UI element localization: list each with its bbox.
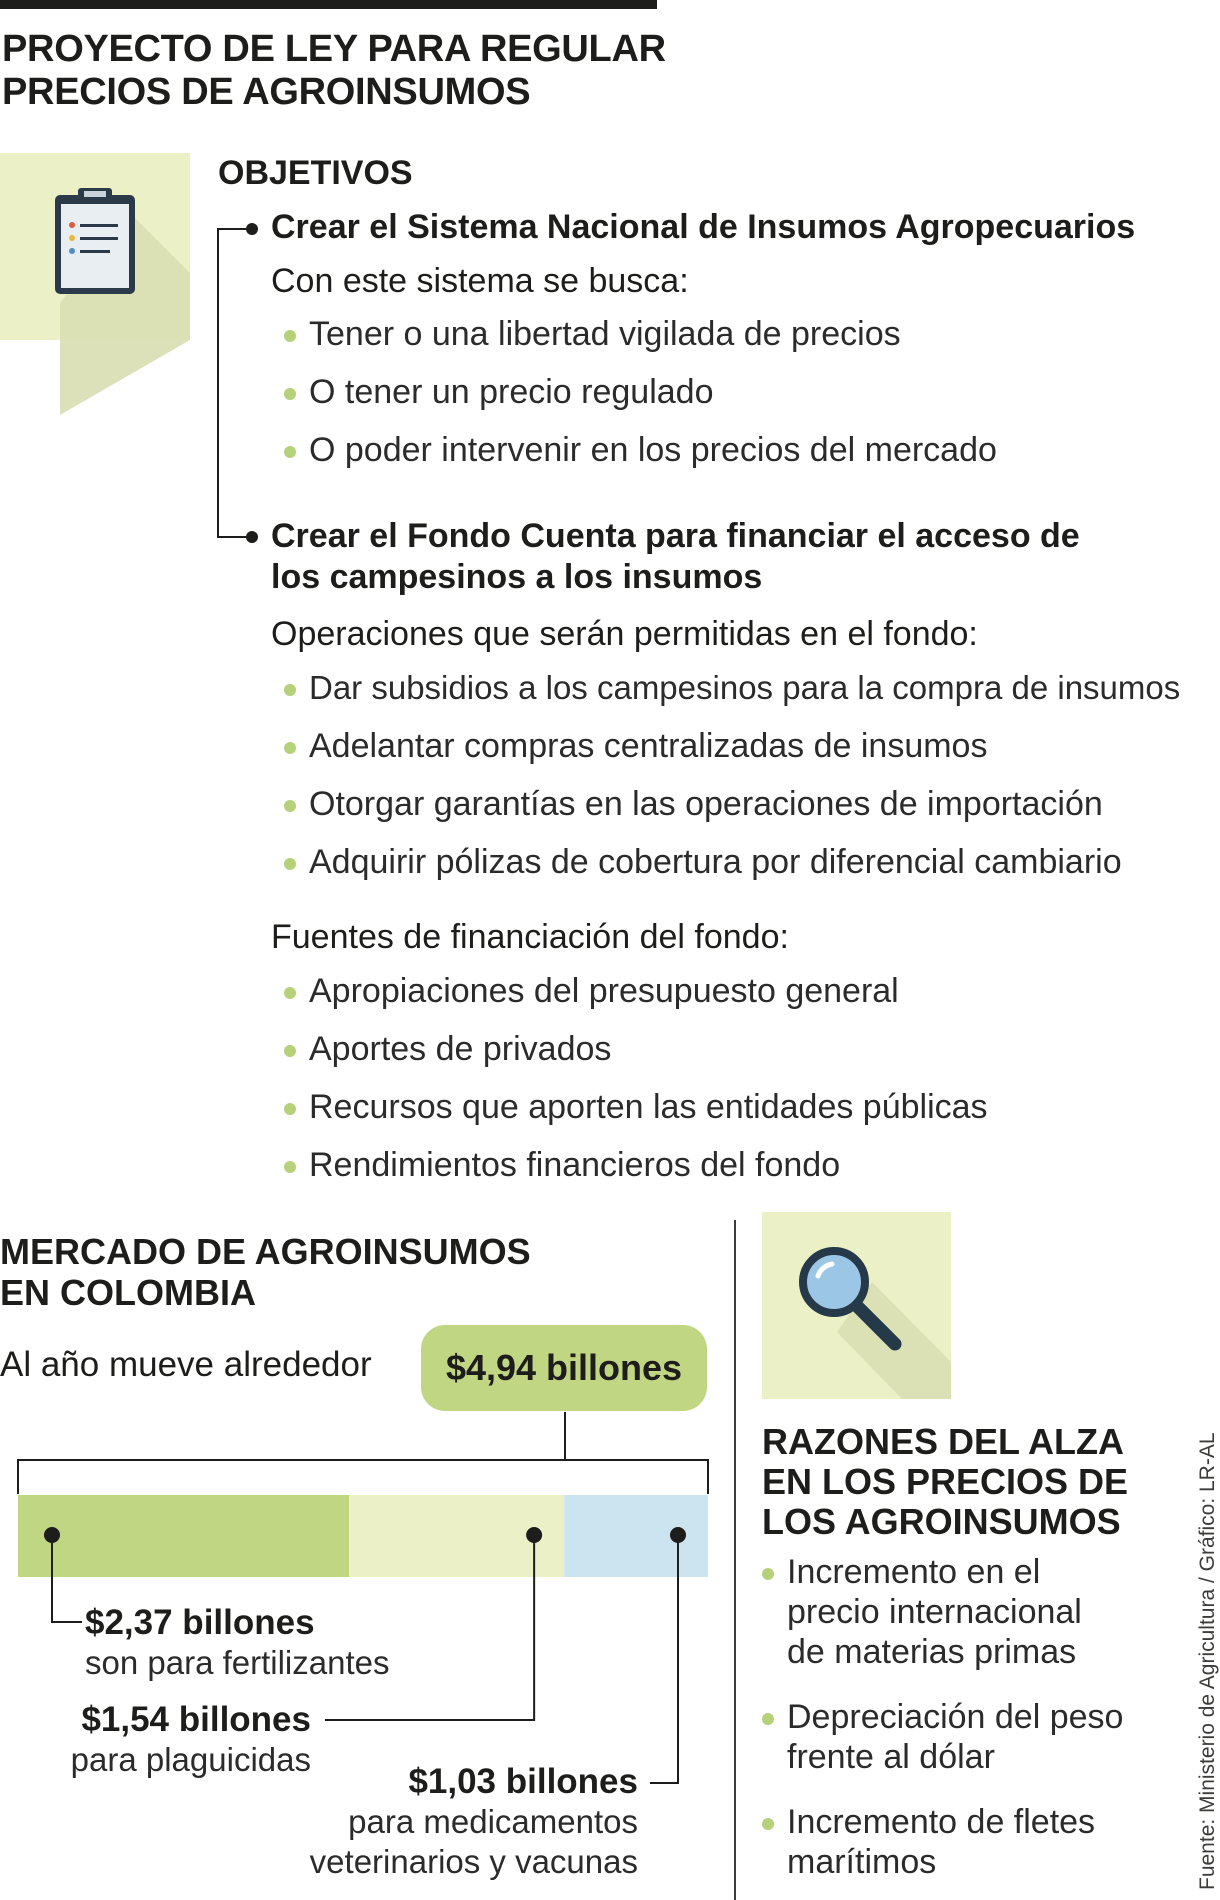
list-item: Otorgar garantías en las operaciones de importación — [284, 784, 1103, 824]
market-intro: Al año mueve alrededor — [0, 1345, 372, 1384]
operations-heading: Operaciones que serán permitidas en el fondo: — [271, 615, 978, 653]
bar-marker — [526, 1527, 542, 1543]
source-credit: Fuente: Ministerio de Agricultura / Gráfico: LR-AL — [1196, 1432, 1219, 1890]
objective-2-title-line2: los campesinos a los insumos — [271, 558, 763, 596]
bar-marker — [44, 1527, 60, 1543]
tree-connector — [217, 228, 219, 536]
list-item: Tener o una libertad vigilada de precios — [284, 314, 901, 354]
category-label: para plaguicidas — [70, 1741, 311, 1778]
value-label: $2,37 billones — [85, 1603, 315, 1642]
objective-bullet — [246, 223, 258, 235]
list-item: O poder intervenir en los precios del mercado — [284, 430, 997, 470]
page-title — [2, 28, 666, 114]
value-label: $1,03 billones — [408, 1762, 638, 1801]
total-bracket — [18, 1460, 708, 1494]
reason-line: Depreciación del peso — [787, 1698, 1124, 1736]
category-label: para medicamentos — [348, 1803, 638, 1840]
list-item: Aportes de privados — [284, 1029, 611, 1069]
market-title — [0, 1231, 531, 1313]
bar-segment — [564, 1495, 708, 1577]
reason-line: precio internacional — [787, 1593, 1082, 1631]
objective-1-title: Crear el Sistema Nacional de Insumos Agropecuarios — [271, 208, 1136, 246]
list-item: Dar subsidios a los campesinos para la compra de insumos — [284, 668, 1180, 708]
market-title-line1: MERCADO DE AGROINSUMOS — [0, 1231, 531, 1272]
reasons-title-line1: RAZONES DEL ALZA — [762, 1421, 1125, 1462]
category-label: son para fertilizantes — [85, 1644, 390, 1681]
list-item: Adelantar compras centralizadas de insumos — [284, 726, 987, 766]
page-title-line1: PROYECTO DE LEY PARA REGULAR — [2, 28, 666, 70]
market-total-badge: $4,94 billones — [421, 1325, 707, 1411]
reasons-title-line3: LOS AGROINSUMOS — [762, 1501, 1121, 1542]
reason-line: de materias primas — [787, 1633, 1077, 1671]
bar-segment — [18, 1495, 349, 1577]
page-title-line2: PRECIOS DE AGROINSUMOS — [2, 71, 531, 113]
list-item — [762, 1802, 1095, 1882]
objectives-heading: OBJETIVOS — [218, 154, 413, 192]
category-label: veterinarios y vacunas — [309, 1843, 638, 1880]
market-chart — [0, 1400, 734, 1900]
list-item: Adquirir pólizas de cobertura por diferencial cambiario — [284, 842, 1122, 882]
market-title-line2: EN COLOMBIA — [0, 1272, 256, 1313]
magnifier-icon — [762, 1212, 951, 1399]
top-rule — [0, 0, 657, 9]
list-item — [762, 1552, 1082, 1672]
reason-line: frente al dólar — [787, 1738, 995, 1776]
list-item: Recursos que aporten las entidades públicas — [284, 1087, 988, 1127]
bar-marker — [670, 1527, 686, 1543]
reasons-title — [762, 1422, 1128, 1542]
list-item: Apropiaciones del presupuesto general — [284, 971, 899, 1011]
objective-2-title — [271, 516, 1080, 598]
objective-1-subtitle: Con este sistema se busca: — [271, 262, 689, 300]
objective-bullet — [246, 531, 258, 543]
clipboard-icon — [0, 153, 190, 340]
reasons-title-line2: EN LOS PRECIOS DE — [762, 1461, 1129, 1502]
section-divider — [734, 1220, 736, 1900]
objective-2-title-line1: Crear el Fondo Cuenta para financiar el acceso de — [271, 517, 1080, 555]
reason-line: Incremento de fletes — [787, 1803, 1096, 1841]
list-item: O tener un precio regulado — [284, 372, 713, 412]
reason-line: marítimos — [787, 1843, 937, 1881]
value-label: $1,54 billones — [81, 1700, 311, 1739]
reason-line: Incremento en el — [787, 1553, 1041, 1591]
list-item: Rendimientos financieros del fondo — [284, 1145, 840, 1185]
list-item — [762, 1697, 1123, 1777]
funding-heading: Fuentes de financiación del fondo: — [271, 918, 789, 956]
